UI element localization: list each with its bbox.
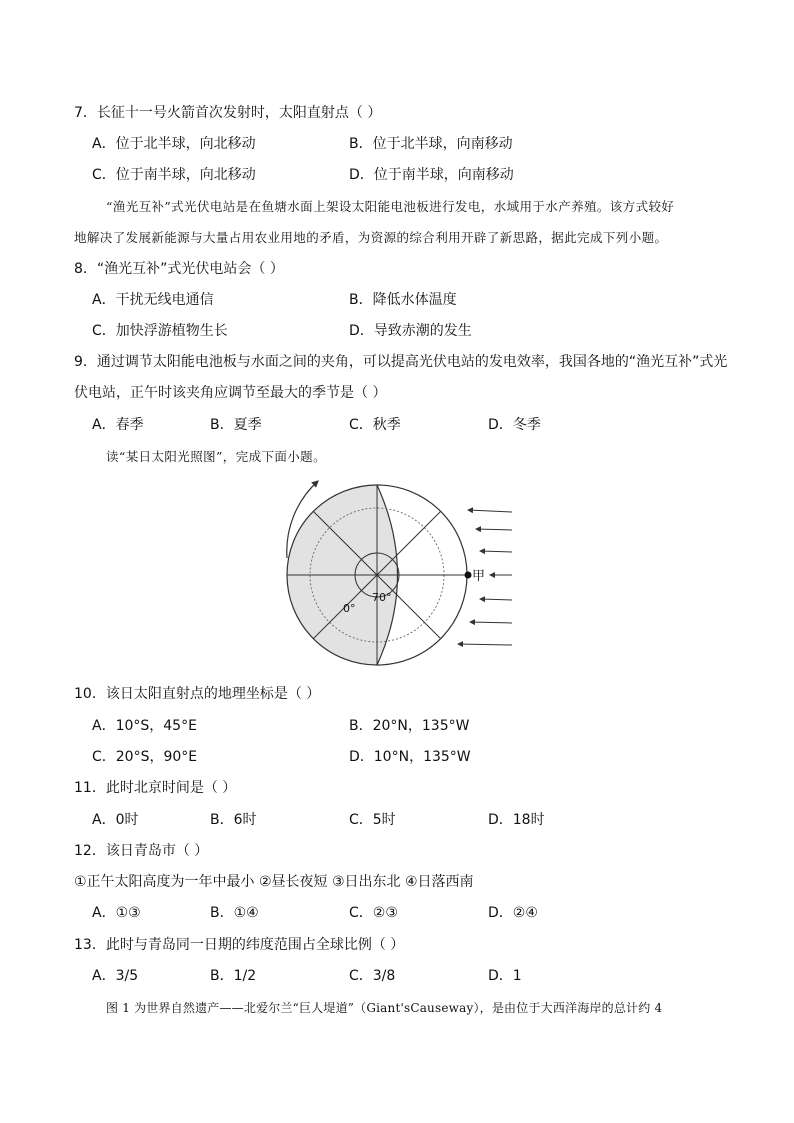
- q9-option-b: B．夏季: [210, 417, 262, 433]
- passage1-line1: “渔光互补”式光伏电站是在鱼塘水面上架设太阳能电池板进行发电，水域用于水产养殖。该方式较好: [106, 199, 675, 214]
- q13-stem: 13．此时与青岛同一日期的纬度范围占全球比例（ ）: [74, 937, 405, 953]
- point-jia: [465, 572, 472, 579]
- q10-option-c: C．20°S，90°E: [92, 749, 198, 765]
- q10-stem: 10．该日太阳直射点的地理坐标是（ ）: [74, 686, 321, 702]
- q13-option-b: B．1/2: [210, 968, 257, 984]
- q8-option-c: C．加快浮游植物生长: [92, 323, 228, 339]
- q12-statements: ①正午太阳高度为一年中最小 ②昼长夜短 ③日出东北 ④日落西南: [74, 874, 474, 890]
- q9-stem-line1: 9．通过调节太阳能电池板与水面之间的夹角，可以提高光伏电站的发电效率，我国各地的“渔光互补”式光: [74, 354, 728, 370]
- q7-option-a: A．位于北半球，向北移动: [92, 136, 256, 152]
- q12-option-d: D．②④: [488, 905, 538, 921]
- sun-ray: [480, 551, 512, 552]
- q7-option-b: B．位于北半球，向南移动: [349, 136, 513, 152]
- q11-option-d: D．18时: [488, 812, 545, 828]
- q12-option-a: A．①③: [92, 905, 141, 921]
- q11-option-a: A．0时: [92, 812, 139, 828]
- sun-ray: [468, 510, 512, 512]
- label-70-degrees: 70°: [372, 591, 392, 604]
- q12-option-b: B．①④: [210, 905, 259, 921]
- label-jia: 甲: [472, 569, 486, 584]
- q11-option-b: B．6时: [210, 812, 257, 828]
- q13-option-c: C．3/8: [349, 968, 396, 984]
- q9-option-c: C．秋季: [349, 417, 401, 433]
- sunlight-diagram: [270, 472, 530, 672]
- q12-stem: 12．该日青岛市（ ）: [74, 843, 209, 859]
- passage1-line2: 地解决了发展新能源与大量占用农业用地的矛盾，为资源的综合利用开辟了新思路，据此完成下列小题。: [74, 230, 668, 245]
- sun-ray: [470, 622, 512, 623]
- q10-option-b: B．20°N，135°W: [349, 718, 470, 734]
- q13-option-a: A．3/5: [92, 968, 139, 984]
- q9-option-a: A．春季: [92, 417, 144, 433]
- q8-option-d: D．导致赤潮的发生: [349, 323, 472, 339]
- q7-option-d: D．位于南半球，向南移动: [349, 167, 514, 183]
- q7-option-c: C．位于南半球，向北移动: [92, 167, 256, 183]
- q11-stem: 11．此时北京时间是（ ）: [74, 780, 237, 796]
- label-0-degrees: 0°: [343, 602, 356, 615]
- q13-option-d: D．1: [488, 968, 522, 984]
- q8-stem: 8．“渔光互补”式光伏电站会（ ）: [74, 261, 284, 277]
- q10-option-d: D．10°N，135°W: [349, 749, 471, 765]
- q7-stem: 7．长征十一号火箭首次发射时，太阳直射点（ ）: [74, 105, 382, 121]
- q11-option-c: C．5时: [349, 812, 396, 828]
- sun-ray: [476, 529, 512, 530]
- q12-option-c: C．②③: [349, 905, 398, 921]
- q9-option-d: D．冬季: [488, 417, 541, 433]
- q8-option-b: B．降低水体温度: [349, 292, 457, 308]
- passage2-line1: 读“某日太阳光照图”，完成下面小题。: [106, 449, 326, 464]
- q8-option-a: A．干扰无线电通信: [92, 292, 214, 308]
- sun-ray: [480, 599, 512, 600]
- passage3-line1: 图 1 为世界自然遗产——北爱尔兰“巨人堤道”（Giant'sCauseway），是由位于大西洋海岸的总计约 4: [106, 1001, 663, 1015]
- q9-stem-line2: 伏电站，正午时该夹角应调节至最大的季节是（ ）: [74, 385, 387, 401]
- sun-ray: [458, 644, 512, 645]
- q10-option-a: A．10°S，45°E: [92, 718, 197, 734]
